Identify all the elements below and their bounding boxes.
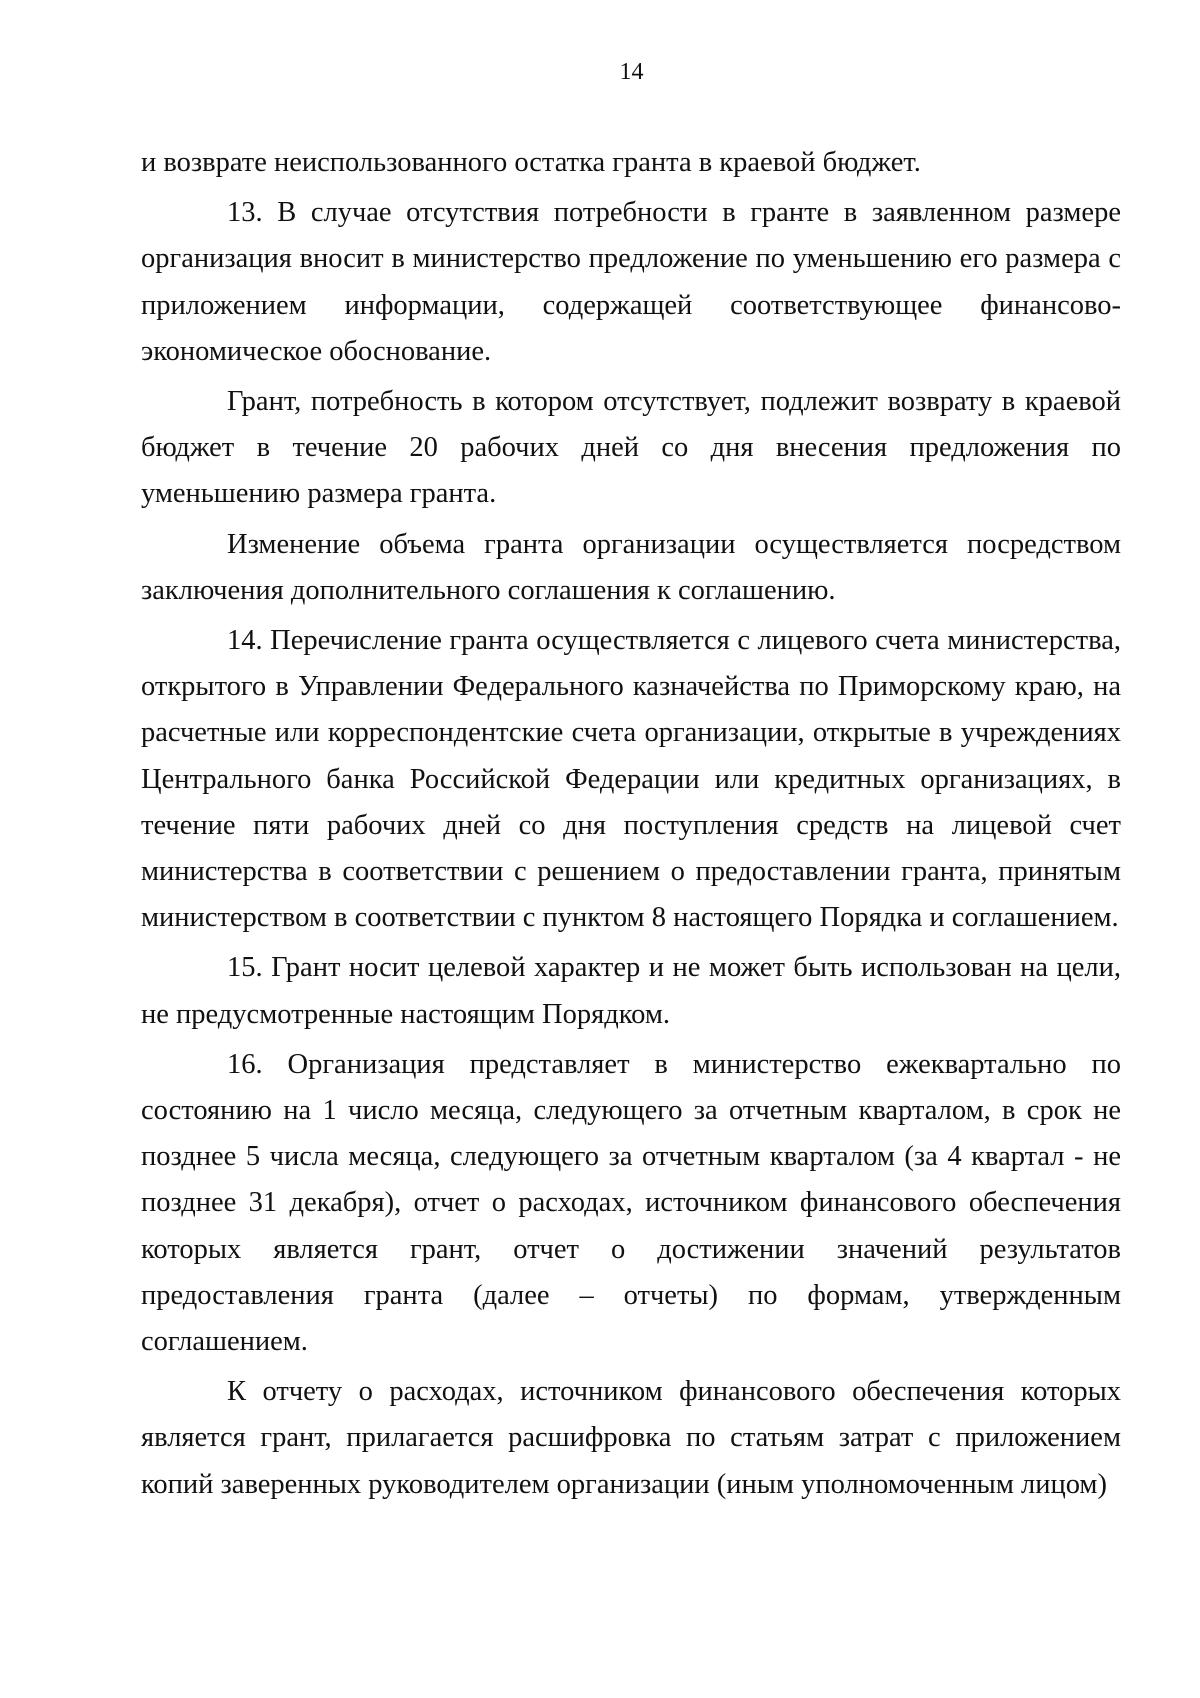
paragraph-continuation: и возврате неиспользованного остатка гранта в краевой бюджет. <box>141 147 921 178</box>
paragraph-expense-report: К отчету о расходах, источником финансового обеспечения которых является грант, прилагается расшифровка по статьям затрат с приложением копий заверенных руководителем организации (иным уполномоченным лицом) <box>141 1376 1121 1500</box>
paragraph-grant-return: Грант, потребность в котором отсутствует, подлежит возврату в краевой бюджет в течение 20 рабочих дней со дня внесения предложения по уменьшению размера гранта. <box>141 386 1121 510</box>
document-body <box>141 140 1121 1512</box>
paragraph-item-13: 13. В случае отсутствия потребности в гранте в заявленном размере организация вносит в министерство предложение по уменьшению его размера с приложением информации, содержащей соответствующее финансово-экономическое обоснование. <box>141 197 1121 367</box>
paragraph-grant-change: Изменение объема гранта организации осуществляется посредством заключения дополнительного соглашения к соглашению. <box>141 528 1121 606</box>
page-number: 14 <box>619 59 644 85</box>
paragraph-item-16: 16. Организация представляет в министерство ежеквартально по состоянию на 1 число месяца, следующего за отчетным кварталом, в срок не позднее 5 числа месяца, следующего за отчетным кварталом (за 4 квартал - не позднее 31 декабря), отчет о расходах, источником финансового обеспечения которых является грант, отчет о достижении значений результатов предоставления гранта (далее – отчеты) по формам, утвержденным соглашением. <box>141 1048 1121 1358</box>
paragraph-item-15: 15. Грант носит целевой характер и не может быть использован на цели, не предусмотренные настоящим Порядком. <box>141 952 1121 1030</box>
paragraph-item-14: 14. Перечисление гранта осуществляется с лицевого счета министерства, открытого в Управлении Федерального казначейства по Приморскому краю, на расчетные или корреспондентские счета организации, открытые в учреждениях Центрального банка Российской Федерации или кредитных организациях, в течение пяти рабочих дней со дня поступления средств на лицевой счет министерства в соответствии с решением о предоставлении гранта, принятым министерством в соответствии с пунктом 8 настоящего Порядка и соглашением. <box>141 625 1121 934</box>
